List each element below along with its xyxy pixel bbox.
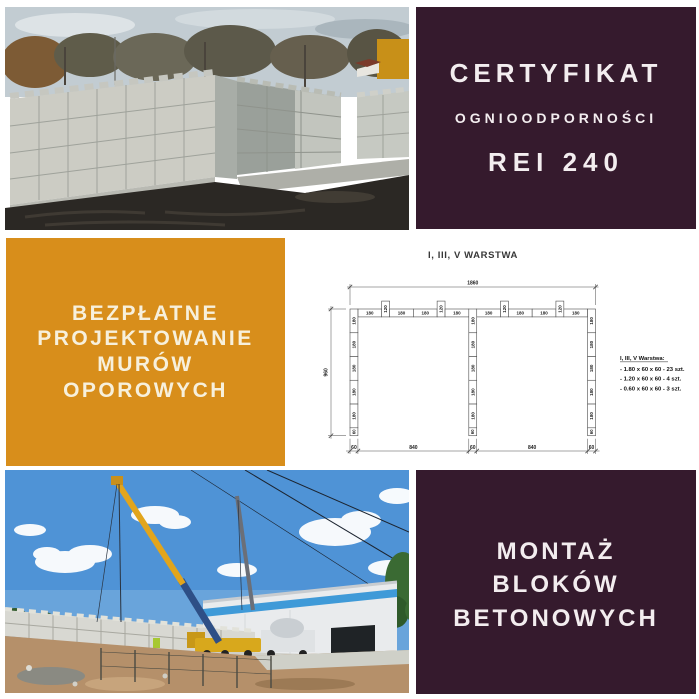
layer-diagram-panel: [287, 238, 699, 466]
svg-text:120: 120: [502, 305, 508, 313]
certificate-panel: [416, 7, 696, 229]
legend-title: I, III, V Warstwa:: [620, 356, 665, 362]
dim-bottom-3: 840: [527, 445, 537, 451]
svg-text:180: 180: [397, 310, 406, 316]
svg-text:180: 180: [351, 340, 357, 349]
legend-item-1: - 1.20 x 60 x 60 - 4 szt.: [620, 376, 682, 383]
svg-text:180: 180: [540, 310, 548, 316]
worker-vest: [153, 638, 160, 648]
layer-diagram-drawing: [287, 238, 699, 466]
montage-line-2: BLOKÓW: [492, 571, 620, 599]
dim-bottom-4: 60: [588, 445, 595, 451]
svg-text:180: 180: [351, 317, 357, 325]
free-design-line-3: MURÓW: [97, 353, 194, 376]
certificate-rating: REI 240: [488, 147, 624, 177]
legend-item-0: - 1.80 x 60 x 60 - 23 szt.: [620, 367, 685, 373]
photo-crane-site-illustration: [5, 470, 409, 693]
svg-text:180: 180: [589, 412, 595, 420]
photo-crane-site: [5, 470, 409, 693]
montage-panel: [416, 470, 696, 694]
free-design-line-4: OPOROWYCH: [63, 378, 228, 402]
svg-text:180: 180: [484, 310, 493, 316]
free-design-line-1: BEZPŁATNE: [72, 301, 219, 325]
dim-total-height: 960: [323, 368, 330, 377]
montage-line-3: BETONOWYCH: [453, 604, 659, 632]
dim-total-width: 1860: [467, 280, 479, 287]
svg-text:180: 180: [470, 340, 476, 349]
svg-text:180: 180: [589, 388, 595, 396]
dim-bottom-2: 60: [469, 445, 476, 451]
certificate-subtitle: OGNIOODPORNOŚCI: [454, 110, 658, 126]
svg-text:180: 180: [470, 364, 476, 373]
excavator: [377, 39, 409, 79]
photo-block-walls-illustration: [5, 7, 409, 230]
svg-text:180: 180: [453, 310, 461, 316]
svg-text:180: 180: [589, 317, 595, 325]
svg-text:60: 60: [470, 429, 476, 435]
svg-text:180: 180: [366, 310, 374, 316]
svg-text:180: 180: [516, 310, 525, 316]
svg-text:120: 120: [557, 305, 563, 313]
svg-text:180: 180: [351, 364, 357, 373]
legend-item-2: - 0.60 x 60 x 60 - 3 szt.: [620, 386, 682, 393]
diagram-title: I, III, V WARSTWA: [428, 250, 518, 261]
free-design-panel: [6, 238, 285, 466]
dim-bottom-1: 840: [409, 445, 418, 451]
svg-text:180: 180: [589, 340, 595, 349]
svg-text:180: 180: [470, 388, 476, 396]
free-design-line-2: PROJEKTOWANIE: [37, 327, 254, 351]
montage-line-1: MONTAŻ: [496, 538, 616, 566]
svg-text:120: 120: [438, 305, 444, 313]
svg-text:180: 180: [470, 317, 476, 325]
svg-text:180: 180: [470, 412, 476, 420]
photo-block-walls: [5, 7, 409, 230]
certificate-title: CERTYFIKAT: [449, 58, 663, 88]
svg-text:180: 180: [351, 388, 357, 396]
svg-text:180: 180: [571, 310, 580, 316]
svg-text:120: 120: [383, 305, 389, 313]
svg-text:180: 180: [589, 364, 595, 373]
svg-text:180: 180: [421, 310, 429, 316]
dim-bottom-0: 60: [351, 445, 357, 451]
svg-text:180: 180: [351, 412, 357, 420]
svg-text:60: 60: [588, 429, 594, 435]
svg-text:60: 60: [351, 429, 357, 435]
